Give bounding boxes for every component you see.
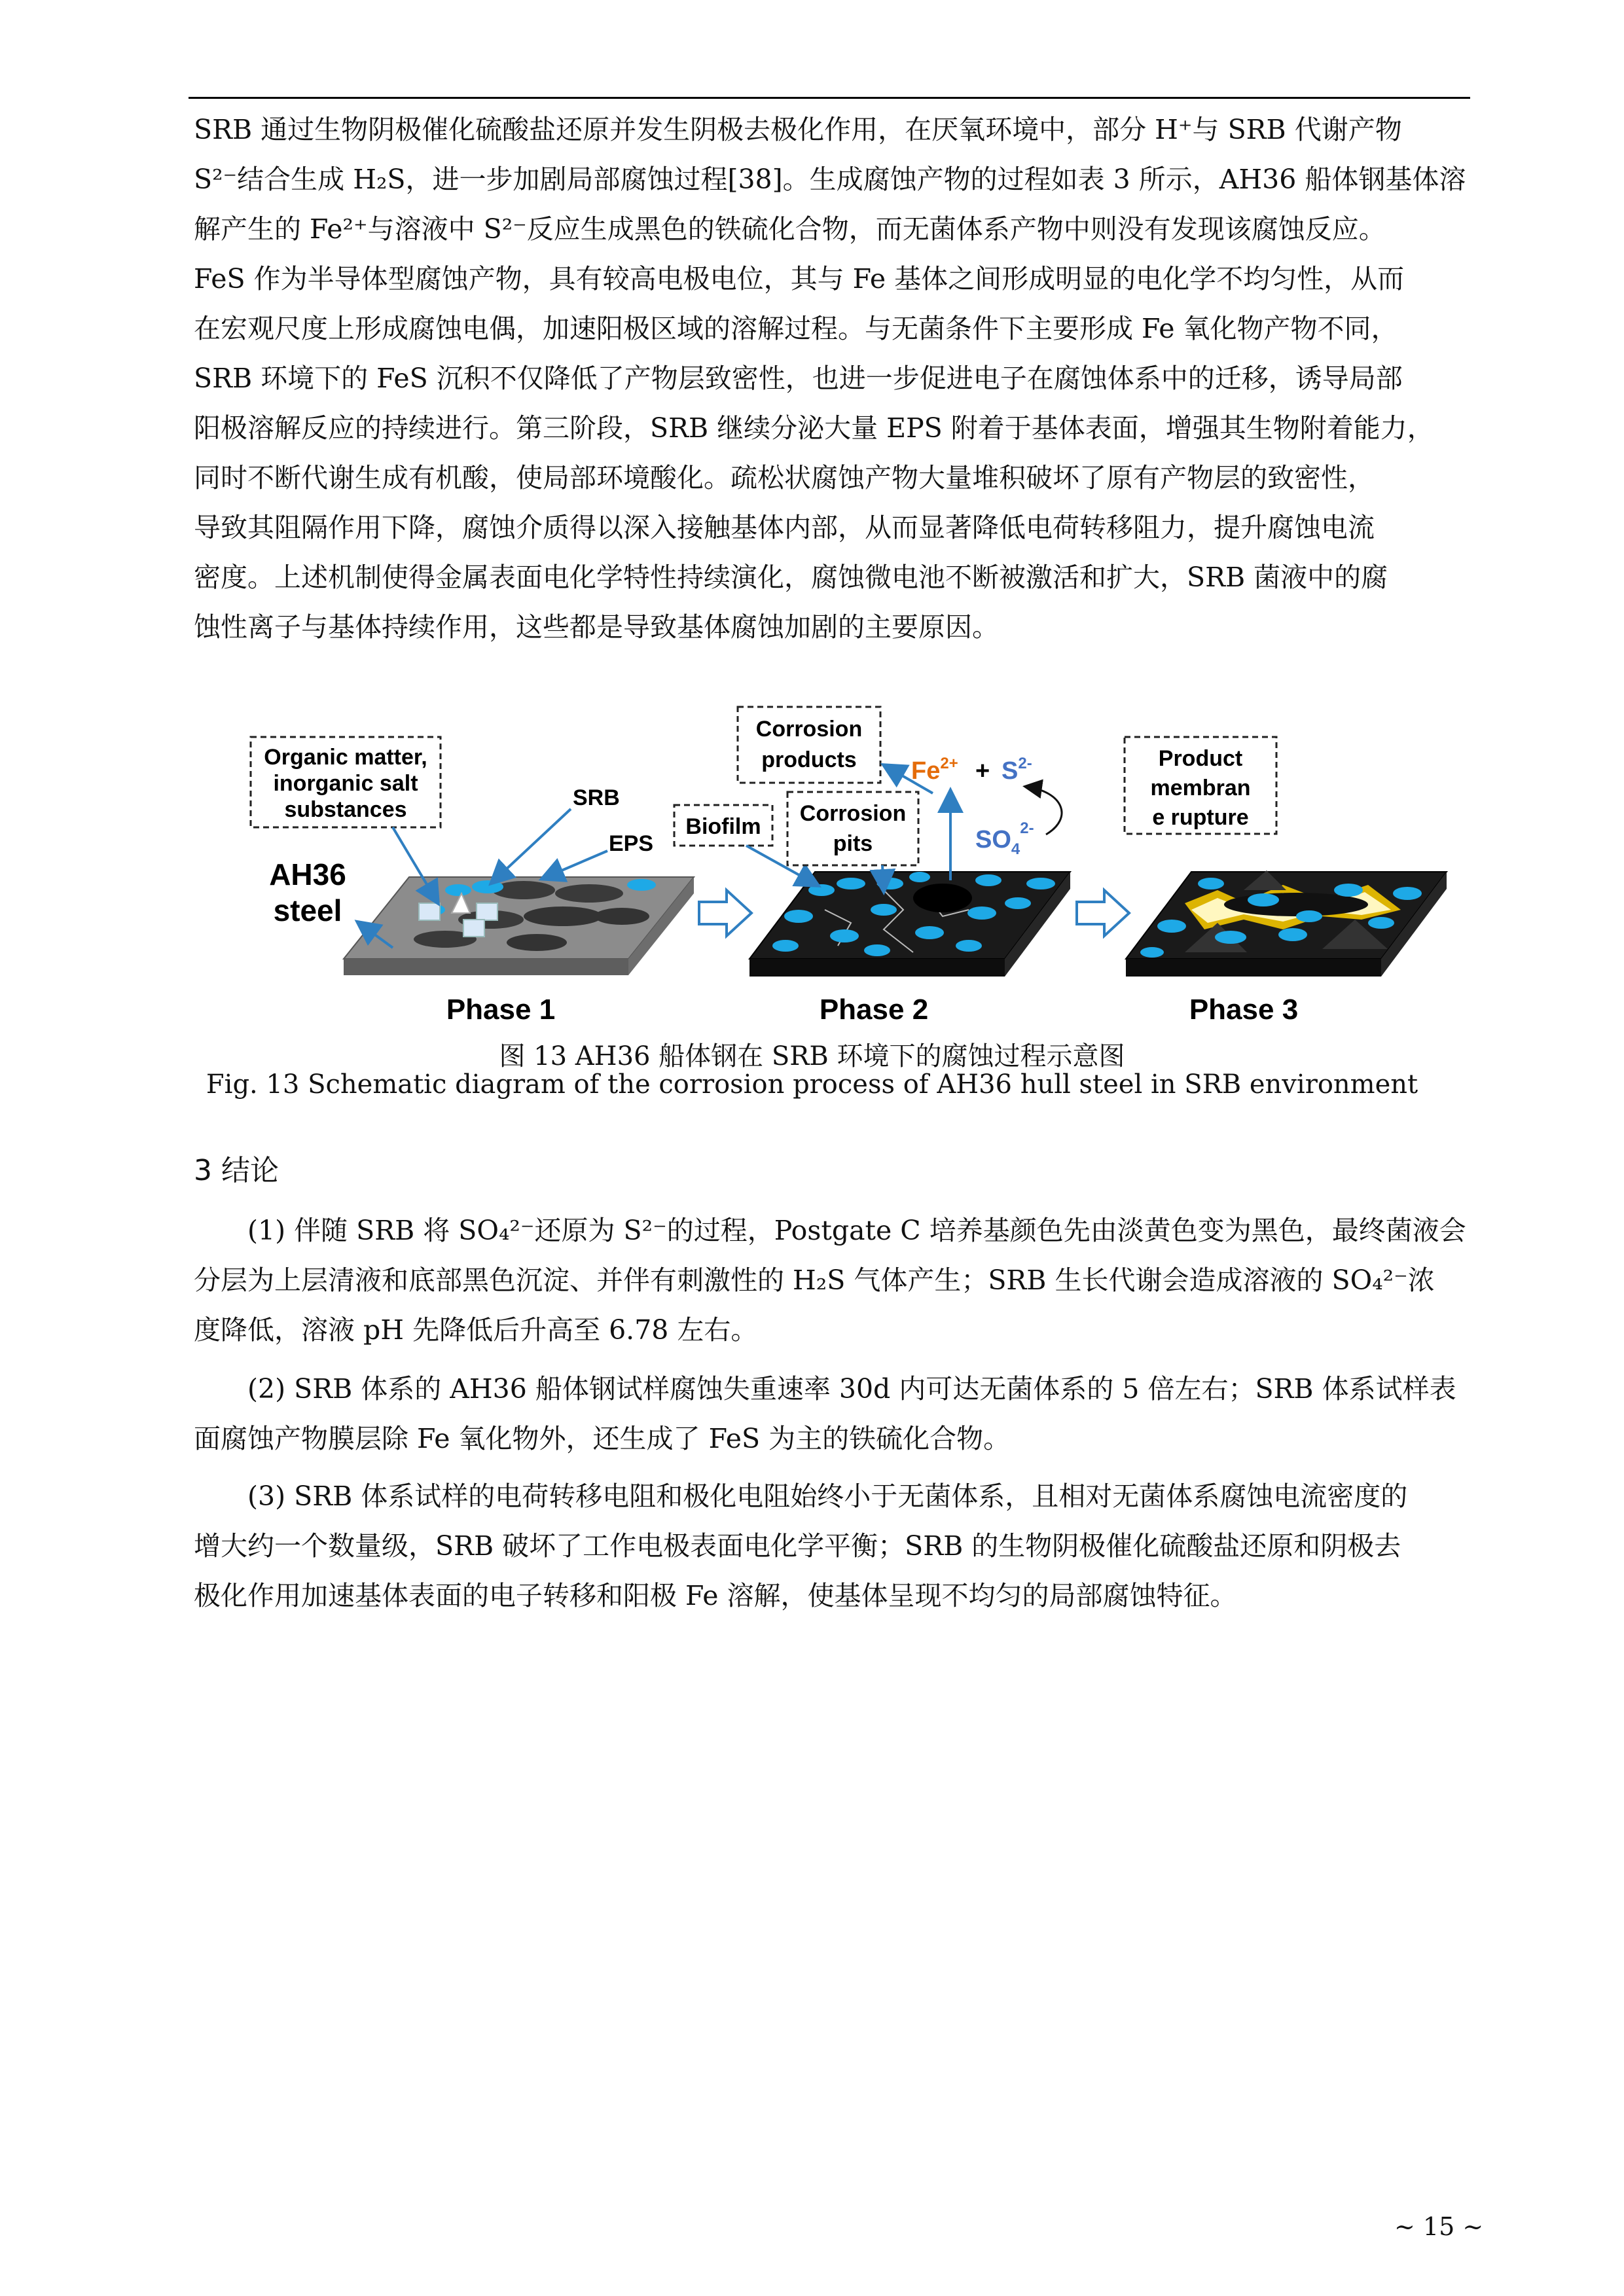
body-paragraph [194, 105, 1466, 652]
paragraph-line: 导致其阻隔作用下降，腐蚀介质得以深入接触基体内部，从而显著降低电荷转移阻力，提升腐蚀电流 [194, 512, 1375, 543]
plus-label: + [975, 757, 990, 785]
phase-arrow-1 [699, 890, 751, 936]
biofilm-label: Biofilm [685, 814, 761, 839]
phase2-plate [749, 872, 1070, 977]
eps-arrow [543, 851, 607, 878]
srb-label: SRB [573, 785, 620, 810]
so4-label: $SO_4^{2-}$ [975, 819, 1034, 858]
pits-arrow [882, 865, 884, 890]
paragraph-line: 分层为上层清液和底部黑色沉淀、并伴有刺激性的 H₂S 气体产生；SRB 生长代谢会造成溶液的 SO₄²⁻浓 [194, 1265, 1435, 1296]
paragraph-line: 极化作用加速基体表面的电子转移和阳极 Fe 溶解，使基体呈现不均匀的局部腐蚀特征。 [194, 1580, 1237, 1611]
organic-line-2: inorganic salt [273, 771, 418, 796]
paragraph-line: 在宏观尺度上形成腐蚀电偶，加速阳极区域的溶解过程。与无菌条件下主要形成 Fe 氧化物产物不同， [194, 313, 1398, 344]
organic-line-3: substances [284, 797, 407, 822]
ah36-label: AH36 [269, 857, 346, 891]
membrane-line-1: Product [1158, 746, 1243, 771]
eps-label: EPS [609, 831, 654, 856]
phase-2-title: Phase 2 [819, 994, 929, 1026]
paragraph-line: (1) 伴随 SRB 将 SO₄²⁻还原为 S²⁻的过程，Postgate C 培养基颜色先由淡黄色变为黑色，最终菌液会 [247, 1215, 1466, 1246]
page-number: ~ 15 ~ [1394, 2212, 1484, 2241]
organic-line-1: Organic matter, [264, 745, 427, 770]
paragraph-line: 度降低，溶液 pH 先降低后升高至 6.78 左右。 [194, 1314, 758, 1346]
section-heading: 3 结论 [194, 1154, 279, 1187]
figure-caption-en: Fig. 13 Schematic diagram of the corrosion process of AH36 hull steel in SRB environment [206, 1069, 1418, 1100]
conclusion-1 [194, 1206, 1466, 1355]
paragraph-line: 解产生的 Fe²⁺与溶液中 S²⁻反应生成黑色的铁硫化合物，而无菌体系产物中则没有发现该腐蚀反应。 [194, 213, 1386, 245]
membrane-line-3: e rupture [1152, 805, 1249, 830]
phase-arrow-2 [1077, 890, 1129, 936]
paragraph-line: SRB 通过生物阴极催化硫酸盐还原并发生阴极去极化作用，在厌氧环境中，部分 H⁺与 SRB 代谢产物 [194, 114, 1402, 145]
header-rule [189, 97, 1470, 99]
paragraph-line: 密度。上述机制使得金属表面电化学特性持续演化，腐蚀微电池不断被激活和扩大，SRB 菌液中的腐 [194, 562, 1388, 593]
corrosion-products-line-2: products [761, 747, 857, 772]
phase-3-title: Phase 3 [1189, 994, 1299, 1026]
corrosion-pits-line-2: pits [833, 831, 873, 856]
paragraph-line: 增大约一个数量级，SRB 破坏了工作电极表面电化学平衡；SRB 的生物阴极催化硫酸盐还原和阴极去 [194, 1530, 1401, 1562]
corrosion-pits-line-1: Corrosion [799, 801, 907, 826]
s-label: $S^{2-}$ [1001, 755, 1032, 785]
paragraph-line: (2) SRB 体系的 AH36 船体钢试样腐蚀失重速率 30d 内可达无菌体系的 5 倍左右；SRB 体系试样表 [247, 1373, 1456, 1405]
phase1-plate [344, 877, 694, 975]
paragraph-line: FeS 作为半导体型腐蚀产物，具有较高电极电位，其与 Fe 基体之间形成明显的电化学不均匀性，从而 [194, 263, 1405, 295]
paragraph-line: 蚀性离子与基体持续作用，这些都是导致基体腐蚀加剧的主要原因。 [194, 611, 999, 643]
paragraph-line: 同时不断代谢生成有机酸，使局部环境酸化。疏松状腐蚀产物大量堆积破坏了原有产物层的致密性， [194, 462, 1375, 493]
corrosion-process-figure [0, 694, 1624, 1034]
corrosion-products-line-1: Corrosion [755, 717, 863, 742]
phase3-plate [1126, 870, 1447, 977]
phase-1-title: Phase 1 [446, 994, 556, 1026]
paragraph-line: S²⁻结合生成 H₂S，进一步加剧局部腐蚀过程[38]。生成腐蚀产物的过程如表 3 所示，AH36 船体钢基体溶 [194, 164, 1466, 195]
paragraph-line: 阳极溶解反应的持续进行。第三阶段，SRB 继续分泌大量 EPS 附着于基体表面，增强其生物附着能力， [194, 412, 1434, 444]
steel-label: steel [273, 893, 342, 927]
paragraph-line: 面腐蚀产物膜层除 Fe 氧化物外，还生成了 FeS 为主的铁硫化合物。 [194, 1423, 1011, 1454]
figure-caption-zh: 图 13 AH36 船体钢在 SRB 环境下的腐蚀过程示意图 [499, 1041, 1125, 1071]
paragraph-line: SRB 环境下的 FeS 沉积不仅降低了产物层致密性，也进一步促进电子在腐蚀体系中的迁移，诱导局部 [194, 363, 1403, 394]
fe-label: $Fe^{2+}$ [911, 755, 958, 785]
conclusion-3 [194, 1471, 1466, 1621]
membrane-line-2: membran [1150, 776, 1251, 800]
conclusion-2 [194, 1364, 1466, 1463]
paragraph-line: (3) SRB 体系试样的电荷转移电阻和极化电阻始终小于无菌体系，且相对无菌体系腐蚀电流密度的 [247, 1480, 1408, 1512]
